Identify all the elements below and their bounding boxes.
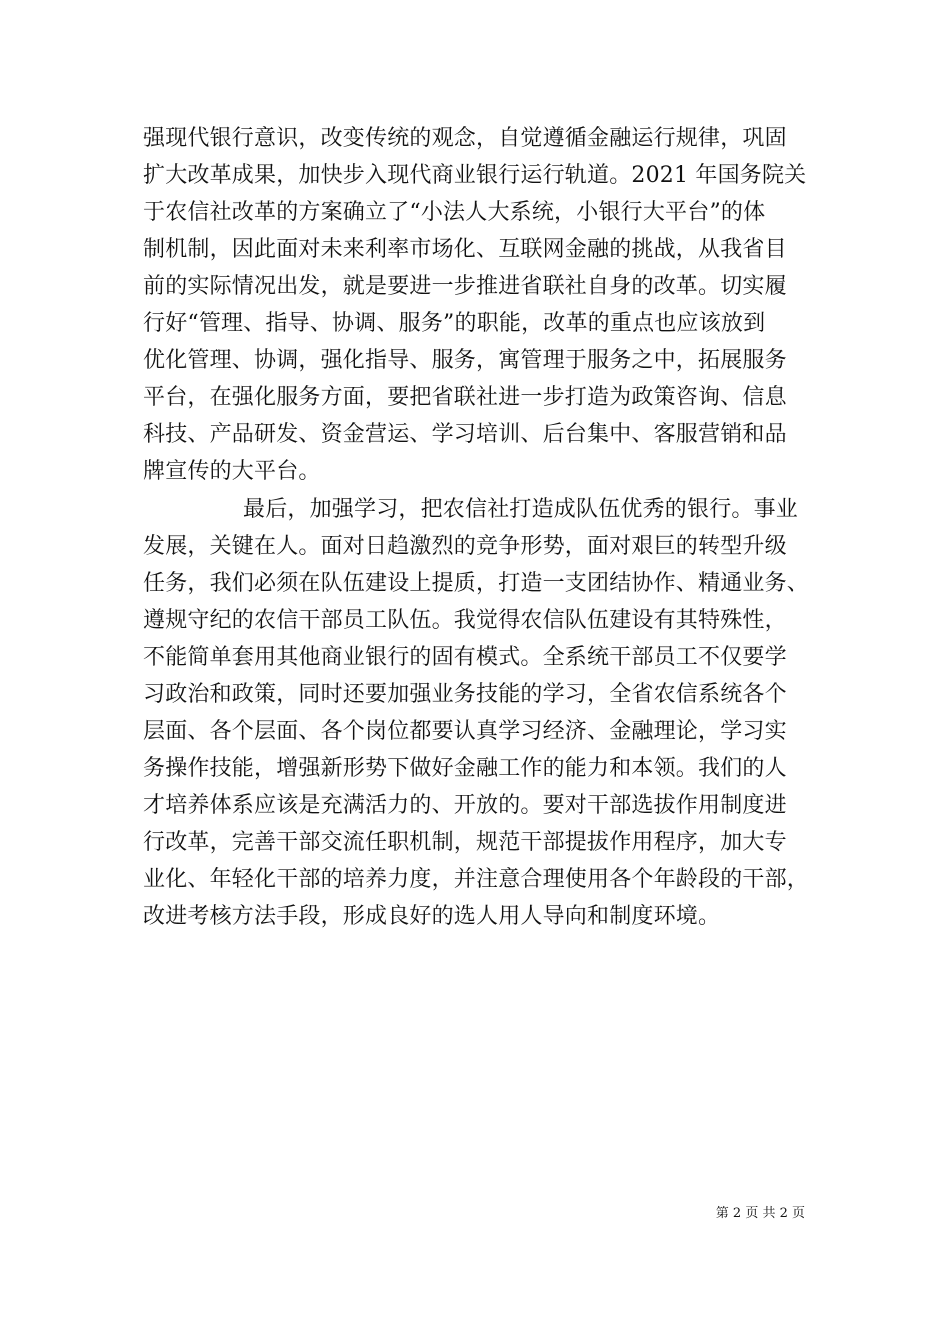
text-line: 行好“管理、指导、协调、服务”的职能，改革的重点也应该放到 — [143, 311, 766, 336]
text-line: 发展，关键在人。面对日趋激烈的竞争形势，面对艰巨的转型升级 — [143, 534, 787, 559]
text-line: 前的实际情况出发，就是要进一步推进省联社自身的改革。切实履 — [143, 274, 787, 299]
text-line: 扩大改革成果，加快步入现代商业银行运行轨道。2021 年国务院关 — [143, 163, 807, 188]
text-line: 牌宣传的大平台。 — [143, 459, 321, 484]
text-line: 务操作技能，增强新形势下做好金融工作的能力和本领。我们的人 — [143, 756, 787, 781]
text-line: 才培养体系应该是充满活力的、开放的。要对干部选拔作用制度进 — [143, 793, 787, 818]
text-line: 业化、年轻化干部的培养力度，并注意合理使用各个年龄段的干部， — [143, 867, 810, 892]
text-line: 层面、各个层面、各个岗位都要认真学习经济、金融理论，学习实 — [143, 719, 787, 744]
text-line: 科技、产品研发、资金营运、学习培训、后台集中、客服营销和品 — [143, 422, 787, 447]
text-line: 不能简单套用其他商业银行的固有模式。全系统干部员工不仅要学 — [143, 645, 787, 670]
text-line: 改进考核方法手段，形成良好的选人用人导向和制度环境。 — [143, 904, 721, 929]
text-line: 最后，加强学习，把农信社打造成队伍优秀的银行。事业 — [243, 497, 799, 522]
text-line: 遵规守纪的农信干部员工队伍。我觉得农信队伍建设有其特殊性， — [143, 608, 787, 633]
text-line: 任务，我们必须在队伍建设上提质，打造一支团结协作、精通业务、 — [143, 571, 810, 596]
text-line: 强现代银行意识，改变传统的观念，自觉遵循金融运行规律，巩固 — [143, 126, 787, 151]
text-line: 制机制，因此面对未来利率市场化、互联网金融的挑战，从我省目 — [143, 237, 787, 262]
text-line: 习政治和政策，同时还要加强业务技能的学习，全省农信系统各个 — [143, 682, 787, 707]
text-line: 平台，在强化服务方面，要把省联社进一步打造为政策咨询、信息 — [143, 385, 787, 410]
text-line: 优化管理、协调，强化指导、服务，寓管理于服务之中，拓展服务 — [143, 348, 787, 373]
text-line: 行改革，完善干部交流任职机制，规范干部提拔作用程序，加大专 — [143, 830, 787, 855]
page-number: 第 2 页 共 2 页 — [715, 1206, 805, 1221]
text-line: 于农信社改革的方案确立了“小法人大系统，小银行大平台”的体 — [143, 200, 766, 225]
